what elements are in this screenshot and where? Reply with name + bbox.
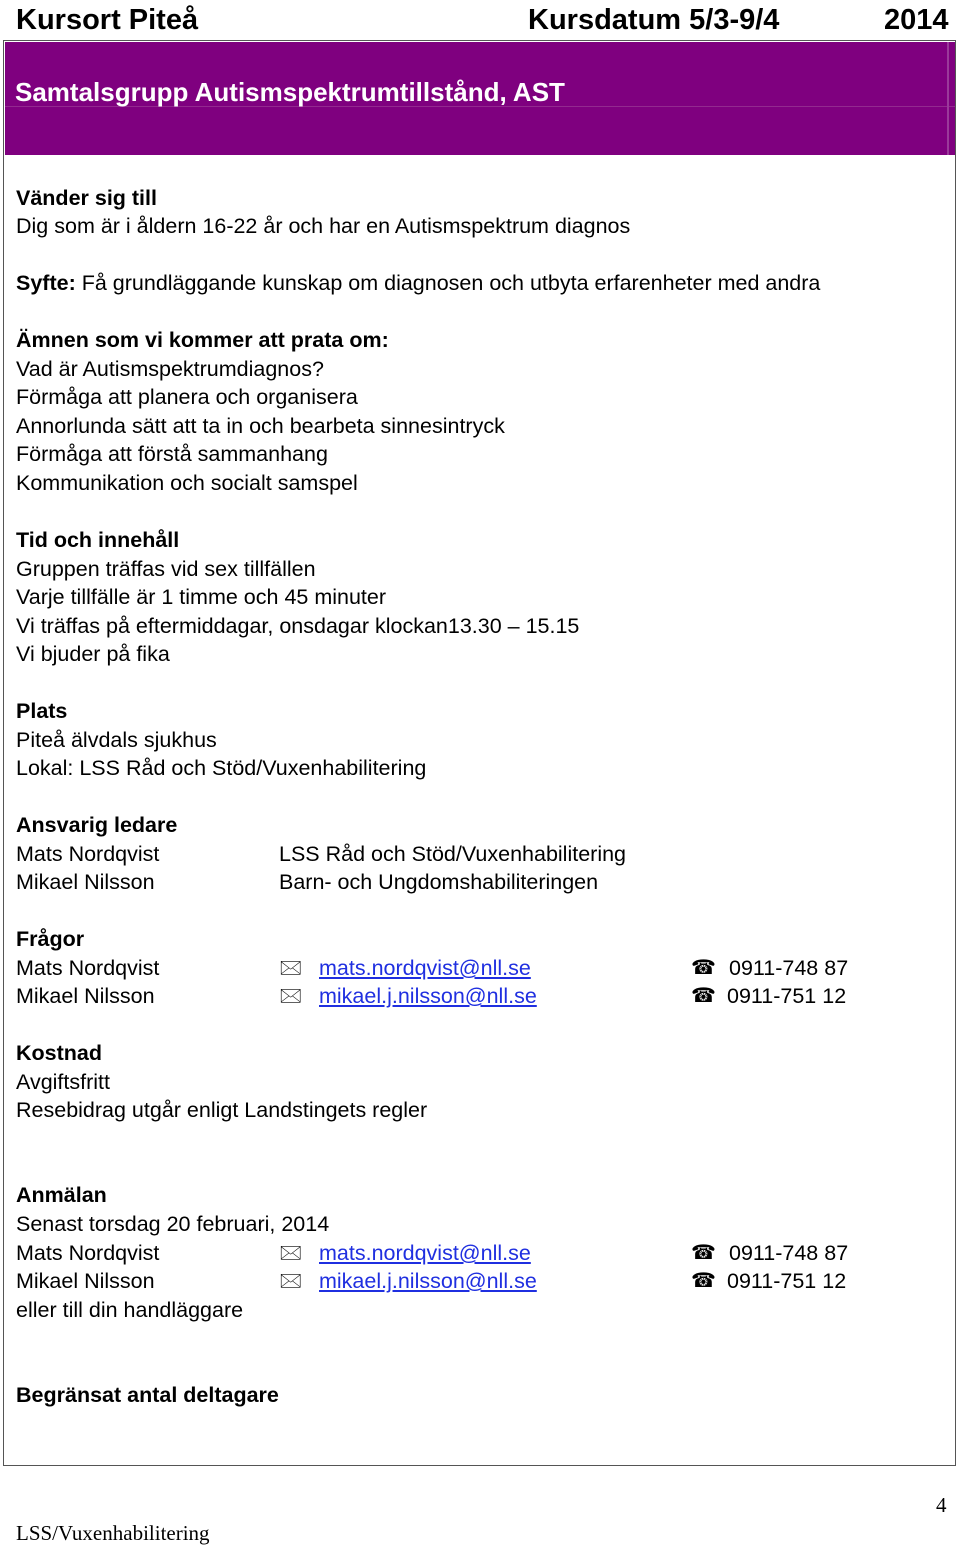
leaders-heading: Ansvarig ledare [16, 813, 178, 837]
contact-name: Mats Nordqvist [16, 1241, 160, 1265]
time-line: Gruppen träffas vid sex tillfällen [16, 557, 316, 581]
target-text: Dig som är i åldern 16-22 år och har en Autismspektrum diagnos [16, 214, 631, 238]
place-line: Piteå älvdals sjukhus [16, 728, 217, 752]
registration-heading: Anmälan [16, 1183, 107, 1207]
cost-line: Avgiftsfritt [16, 1070, 110, 1094]
purpose-label: Syfte: [16, 271, 76, 295]
questions-heading: Frågor [16, 927, 85, 951]
topic-item: Vad är Autismspektrumdiagnos? [16, 357, 324, 381]
telephone-icon: ☎ [691, 957, 716, 979]
topic-item: Förmåga att planera och organisera [16, 385, 358, 409]
leader-org: LSS Råd och Stöd/Vuxenhabilitering [279, 842, 627, 866]
telephone-icon: ☎ [691, 1270, 716, 1292]
contact-email-link[interactable]: mats.nordqvist@nll.se [319, 1241, 531, 1265]
contact-phone: 0911-751 12 [727, 984, 847, 1008]
contact-email-link[interactable]: mikael.j.nilsson@nll.se [319, 1269, 537, 1293]
place-heading: Plats [16, 699, 68, 723]
cost-line: Resebidrag utgår enligt Landstingets regler [16, 1098, 428, 1122]
limited-notice: Begränsat antal deltagare [16, 1383, 279, 1407]
contact-phone: 0911-748 87 [729, 1241, 849, 1265]
course-year: 2014 [884, 4, 949, 36]
course-location: Kursort Piteå [16, 4, 199, 36]
time-line: Vi träffas på eftermiddagar, onsdagar klockan13.30 – 15.15 [16, 614, 580, 638]
course-title: Samtalsgrupp Autismspektrumtillstånd, AST [15, 77, 565, 107]
purpose-line [16, 269, 820, 297]
envelope-icon: 🖂 [279, 1242, 303, 1264]
registration-note: eller till din handläggare [16, 1298, 244, 1322]
leader-name: Mats Nordqvist [16, 842, 160, 866]
contact-name: Mikael Nilsson [16, 984, 155, 1008]
purpose-text: Få grundläggande kunskap om diagnosen och utbyta erfarenheter med andra [81, 271, 821, 295]
envelope-icon: 🖂 [279, 957, 303, 979]
registration-deadline: Senast torsdag 20 februari, 2014 [16, 1212, 330, 1236]
leader-name: Mikael Nilsson [16, 870, 155, 894]
cost-heading: Kostnad [16, 1041, 102, 1065]
place-line: Lokal: LSS Råd och Stöd/Vuxenhabilitering [16, 756, 427, 780]
topic-item: Förmåga att förstå sammanhang [16, 442, 328, 466]
topic-item: Annorlunda sätt att ta in och bearbeta sinnesintryck [16, 414, 505, 438]
contact-name: Mikael Nilsson [16, 1269, 155, 1293]
page-number: 4 [936, 1493, 947, 1517]
contact-email-link[interactable]: mats.nordqvist@nll.se [319, 956, 531, 980]
contact-phone: 0911-748 87 [729, 956, 849, 980]
telephone-icon: ☎ [691, 1242, 716, 1264]
contact-name: Mats Nordqvist [16, 956, 160, 980]
time-heading: Tid och innehåll [16, 528, 180, 552]
contact-phone: 0911-751 12 [727, 1269, 847, 1293]
footer-org: LSS/Vuxenhabilitering [16, 1521, 210, 1545]
topic-item: Kommunikation och socialt samspel [16, 471, 358, 495]
topics-heading: Ämnen som vi kommer att prata om: [16, 328, 389, 352]
target-heading: Vänder sig till [16, 186, 157, 210]
telephone-icon: ☎ [691, 985, 716, 1007]
leader-org: Barn- och Ungdomshabiliteringen [279, 870, 599, 894]
time-line: Varje tillfälle är 1 timme och 45 minuter [16, 585, 387, 609]
course-dates: Kursdatum 5/3-9/4 [528, 4, 780, 36]
envelope-icon: 🖂 [279, 1270, 303, 1292]
contact-email-link[interactable]: mikael.j.nilsson@nll.se [319, 984, 537, 1008]
envelope-icon: 🖂 [279, 985, 303, 1007]
time-line: Vi bjuder på fika [16, 642, 170, 666]
